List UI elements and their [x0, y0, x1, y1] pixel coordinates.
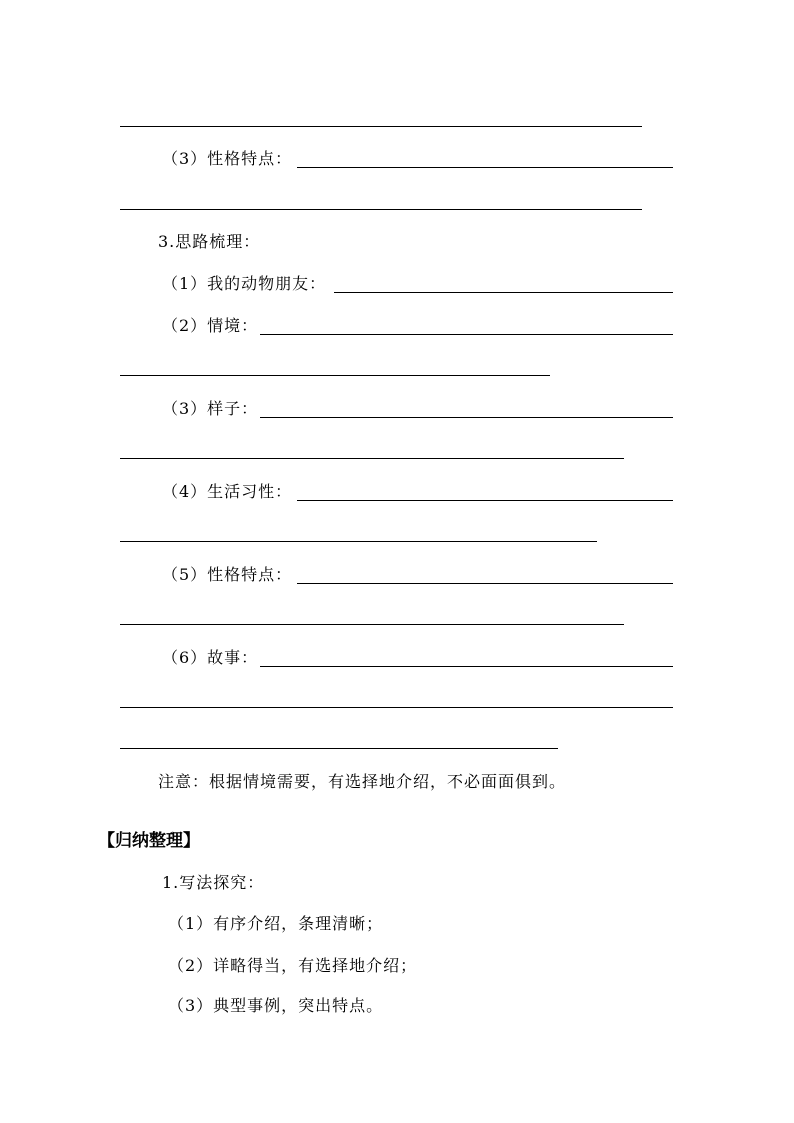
note-text: 注意：根据情境需要，有选择地介绍，不必面面俱到。: [158, 772, 567, 791]
method-title: 1.写法探究：: [162, 873, 265, 892]
answer-line[interactable]: [120, 541, 597, 542]
answer-line[interactable]: [297, 583, 673, 584]
method-item: （1）有序介绍，条理清晰；: [168, 914, 384, 933]
section-title-outline: 3.思路梳理：: [158, 232, 261, 251]
answer-line[interactable]: [120, 624, 624, 625]
outline-item-animal-friend: （1）我的动物朋友：: [162, 274, 327, 293]
method-item: （3）典型事例，突出特点。: [168, 996, 384, 1015]
answer-line[interactable]: [120, 375, 550, 376]
answer-line[interactable]: [120, 458, 624, 459]
outline-item-situation: （2）情境：: [162, 316, 259, 335]
answer-line[interactable]: [260, 666, 673, 667]
answer-line[interactable]: [334, 292, 673, 293]
answer-line[interactable]: [260, 417, 673, 418]
outline-item-traits: （5）性格特点：: [162, 565, 293, 584]
method-item: （2）详略得当，有选择地介绍；: [168, 956, 418, 975]
answer-line[interactable]: [120, 126, 642, 127]
answer-line[interactable]: [120, 707, 673, 708]
answer-line[interactable]: [297, 500, 673, 501]
answer-line[interactable]: [120, 209, 642, 210]
outline-item-story: （6）故事：: [162, 648, 259, 667]
prompt-traits-upper: （3）性格特点：: [162, 149, 293, 168]
outline-item-habits: （4）生活习性：: [162, 482, 293, 501]
summary-heading: 【归纳整理】: [98, 831, 200, 851]
answer-line[interactable]: [297, 167, 673, 168]
answer-line[interactable]: [260, 334, 673, 335]
answer-line[interactable]: [120, 748, 558, 749]
outline-item-appearance: （3）样子：: [162, 399, 259, 418]
